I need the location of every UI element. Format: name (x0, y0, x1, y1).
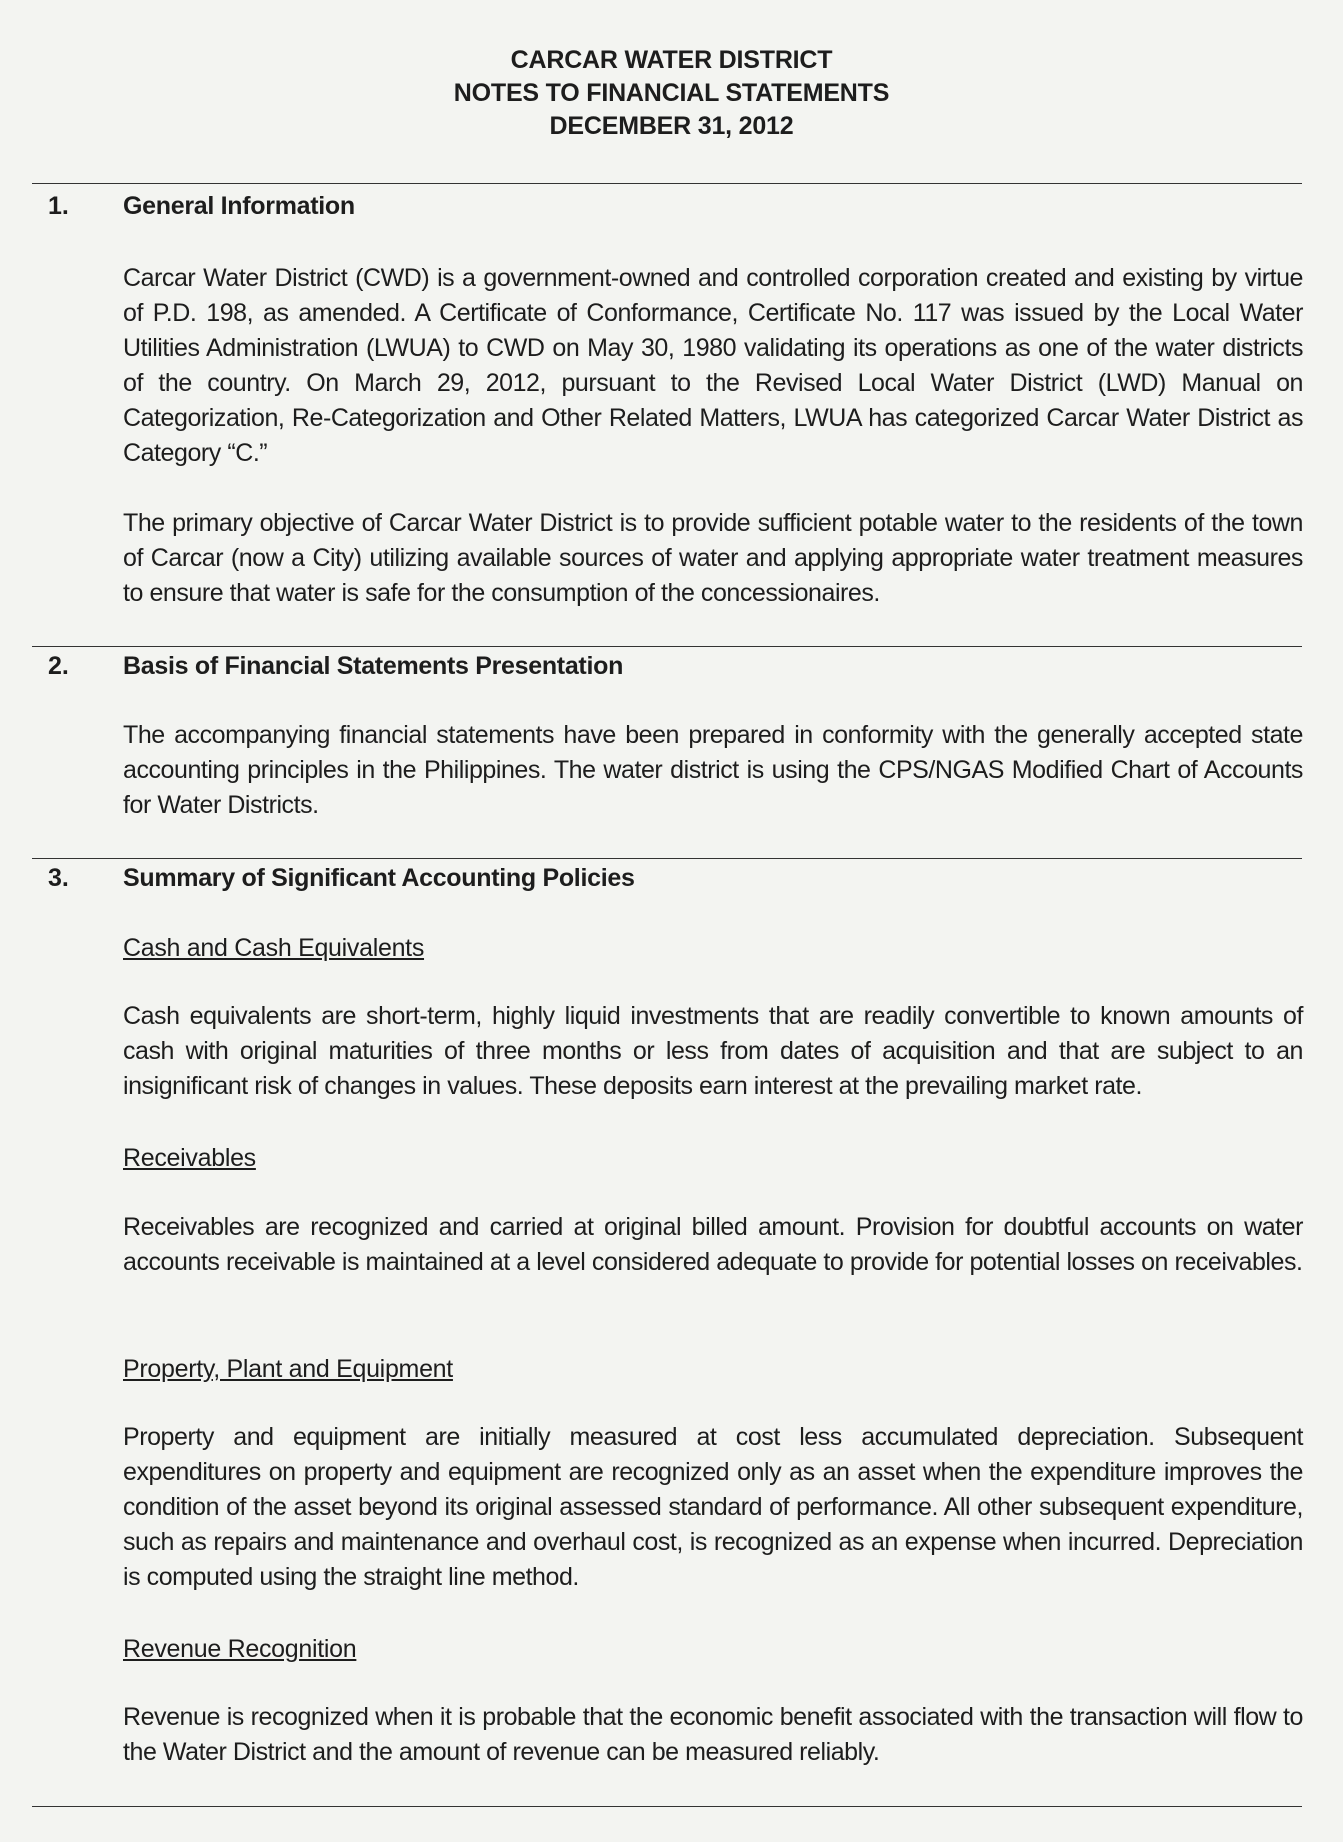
section-title: Basis of Financial Statements Presentation (123, 652, 624, 680)
document-header (0, 44, 1343, 143)
section-divider (32, 646, 1302, 647)
section-paragraph: The primary objective of Carcar Water District is to provide sufficient potable water to the residents of the town of Carcar (now a City) utilizing available sources of water and applying appropriate water treatment measures to ensure that water is safe for the consumption of the concessionaires. (123, 509, 1303, 607)
section-paragraph: The accompanying financial statements have been prepared in conformity with the generally accepted state accounting principles in the Philippines. The water district is using the CPS/NGAS Modified Chart of Accounts for Water Districts. (123, 721, 1303, 819)
subsection-heading: Property, Plant and Equipment (123, 1355, 453, 1383)
subsection-heading: Revenue Recognition (123, 1635, 357, 1663)
section-divider (32, 183, 1302, 184)
header-subtitle: NOTES TO FINANCIAL STATEMENTS (453, 79, 890, 107)
section-title: Summary of Significant Accounting Policies (123, 864, 635, 892)
subsection-paragraph: Revenue is recognized when it is probable that the economic benefit associated with the transaction will flow to the Water District and the amount of revenue can be measured reliably. (123, 1703, 1303, 1766)
subsection-heading: Receivables (123, 1144, 256, 1172)
subsection-heading: Cash and Cash Equivalents (123, 934, 425, 962)
subsection-paragraph: Cash equivalents are short-term, highly liquid investments that are readily convertible to known amounts of cash with original maturities of three months or less from dates of acquisition and that are subject to an insignificant risk of changes in values. These deposits earn interest at the prevailing market rate. (123, 1002, 1303, 1100)
section-number: 2. (48, 652, 69, 680)
section-number: 3. (48, 864, 69, 892)
header-title: CARCAR WATER DISTRICT (510, 46, 833, 74)
section-number: 1. (48, 192, 69, 220)
section-divider (32, 858, 1302, 859)
subsection-paragraph: Property and equipment are initially measured at cost less accumulated depreciation. Subsequent expenditures on property and equipment are recognized only as an asset when the expenditure improves the condition of the asset beyond its original assessed standard of performance. All other subsequent expenditure, such as repairs and maintenance and overhaul cost, is recognized as an expense when incurred. Depreciation is computed using the straight line method. (123, 1423, 1303, 1591)
header-date: DECEMBER 31, 2012 (549, 112, 794, 140)
section-title: General Information (123, 192, 355, 220)
page-bottom-divider (32, 1806, 1302, 1807)
subsection-paragraph: Receivables are recognized and carried at original billed amount. Provision for doubtful accounts on water accounts receivable is maintained at a level considered adequate to provide for potential losses on receivables. (123, 1213, 1303, 1276)
section-paragraph: Carcar Water District (CWD) is a government-owned and controlled corporation created and existing by virtue of P.D. 198, as amended. A Certificate of Conformance, Certificate No. 117 was issued by the Local Water Utilities Administration (LWUA) to CWD on May 30, 1980 validating its operations as one of the water districts of the country. On March 29, 2012, pursuant to the Revised Local Water District (LWD) Manual on Categorization, Re-Categorization and Other Related Matters, LWUA has categorized Carcar Water District as Category “C.” (123, 264, 1303, 467)
